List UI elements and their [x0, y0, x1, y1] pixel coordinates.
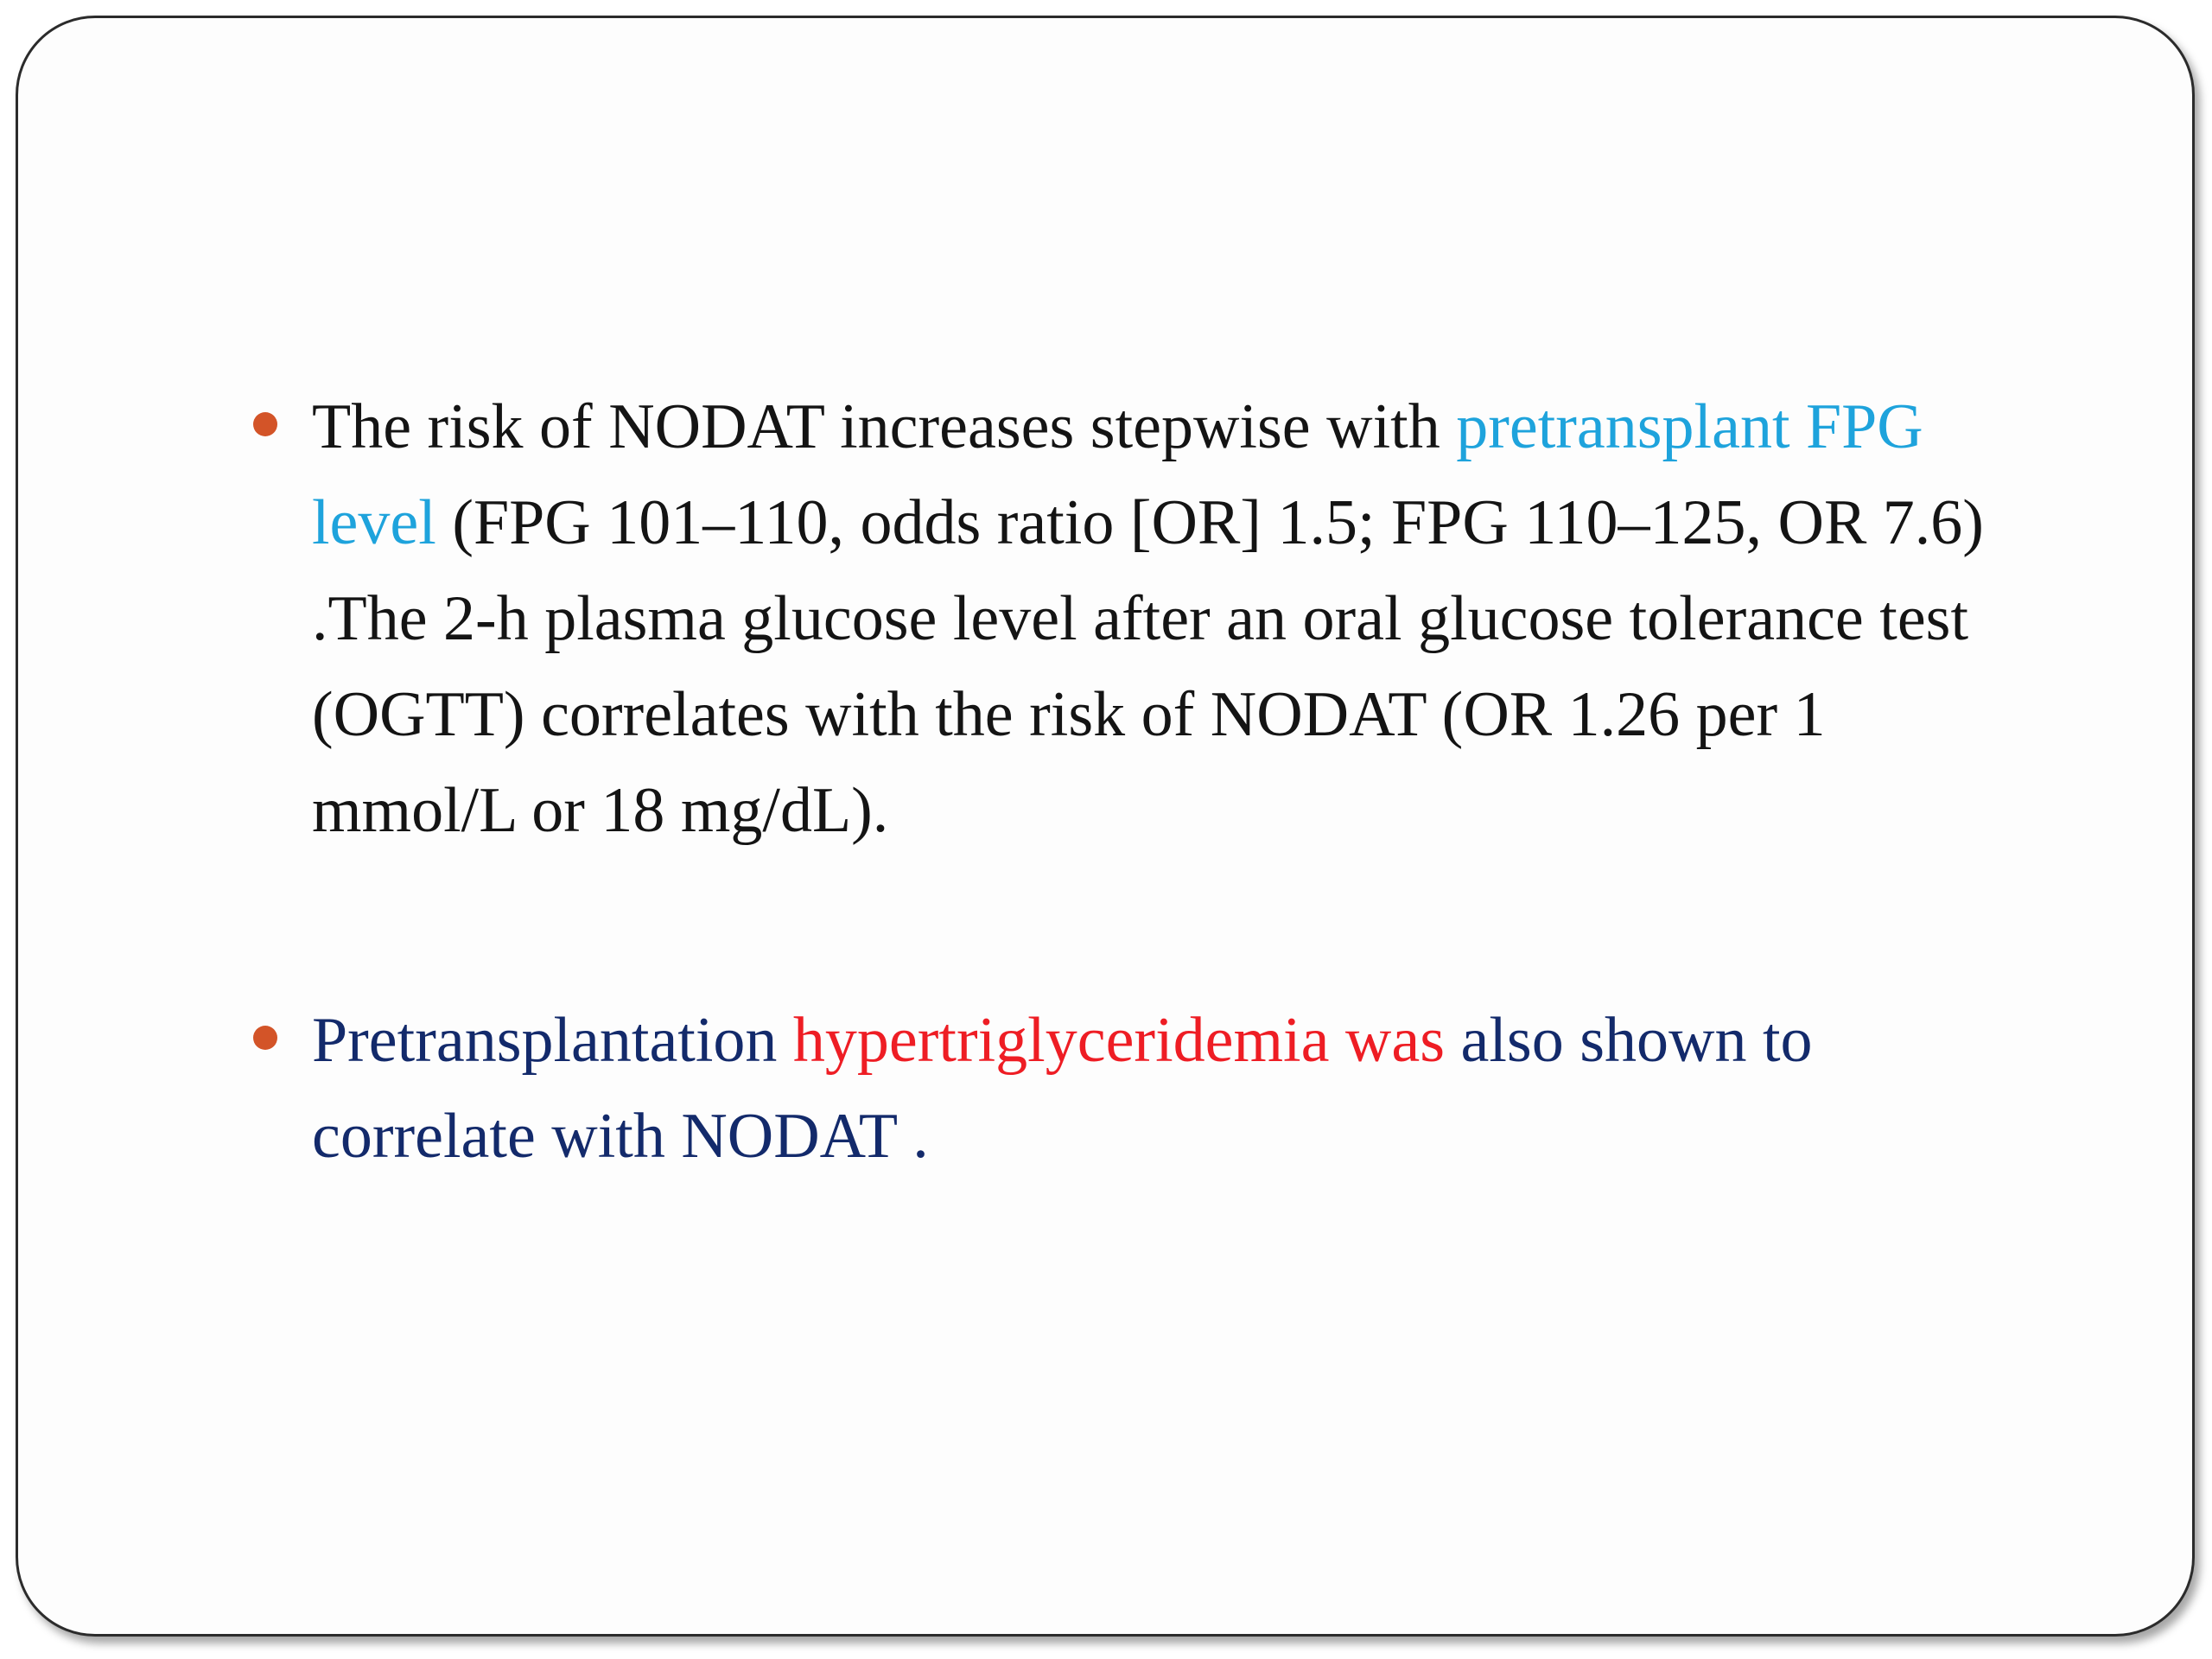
bullet-1-text-continued: (FPG 101–110, odds ratio [OR] 1.5; FPG 110–125, OR 7.6) .The 2-h plasma glucose level after an oral glucose tolerance test (OGTT) correlates with the risk of NODAT (OR 1.26 per 1 mmol/L or 18 mg/dL).	[312, 487, 1984, 846]
bullet-dot-icon	[253, 1026, 277, 1050]
bullet-2-text-continued: also shown to correlate with NODAT .	[312, 1005, 1813, 1172]
bullet-item-hypertriglyceridemia	[312, 993, 2031, 1185]
slide-frame	[16, 16, 2195, 1637]
bullet-item-nodat-risk	[312, 379, 2031, 859]
slide-content	[18, 18, 2192, 1634]
bullet-dot-icon	[253, 412, 277, 436]
bullet-1-text: The risk of NODAT increases stepwise with	[312, 391, 1457, 462]
bullet-2-text: Pretransplantation	[312, 1005, 793, 1076]
bullet-1-highlight-pretransplant-fpg: pretransplant FPG level	[312, 391, 1923, 558]
bullet-2-highlight-hypertriglyceridemia: hypertriglyceridemia was	[792, 1005, 1446, 1076]
